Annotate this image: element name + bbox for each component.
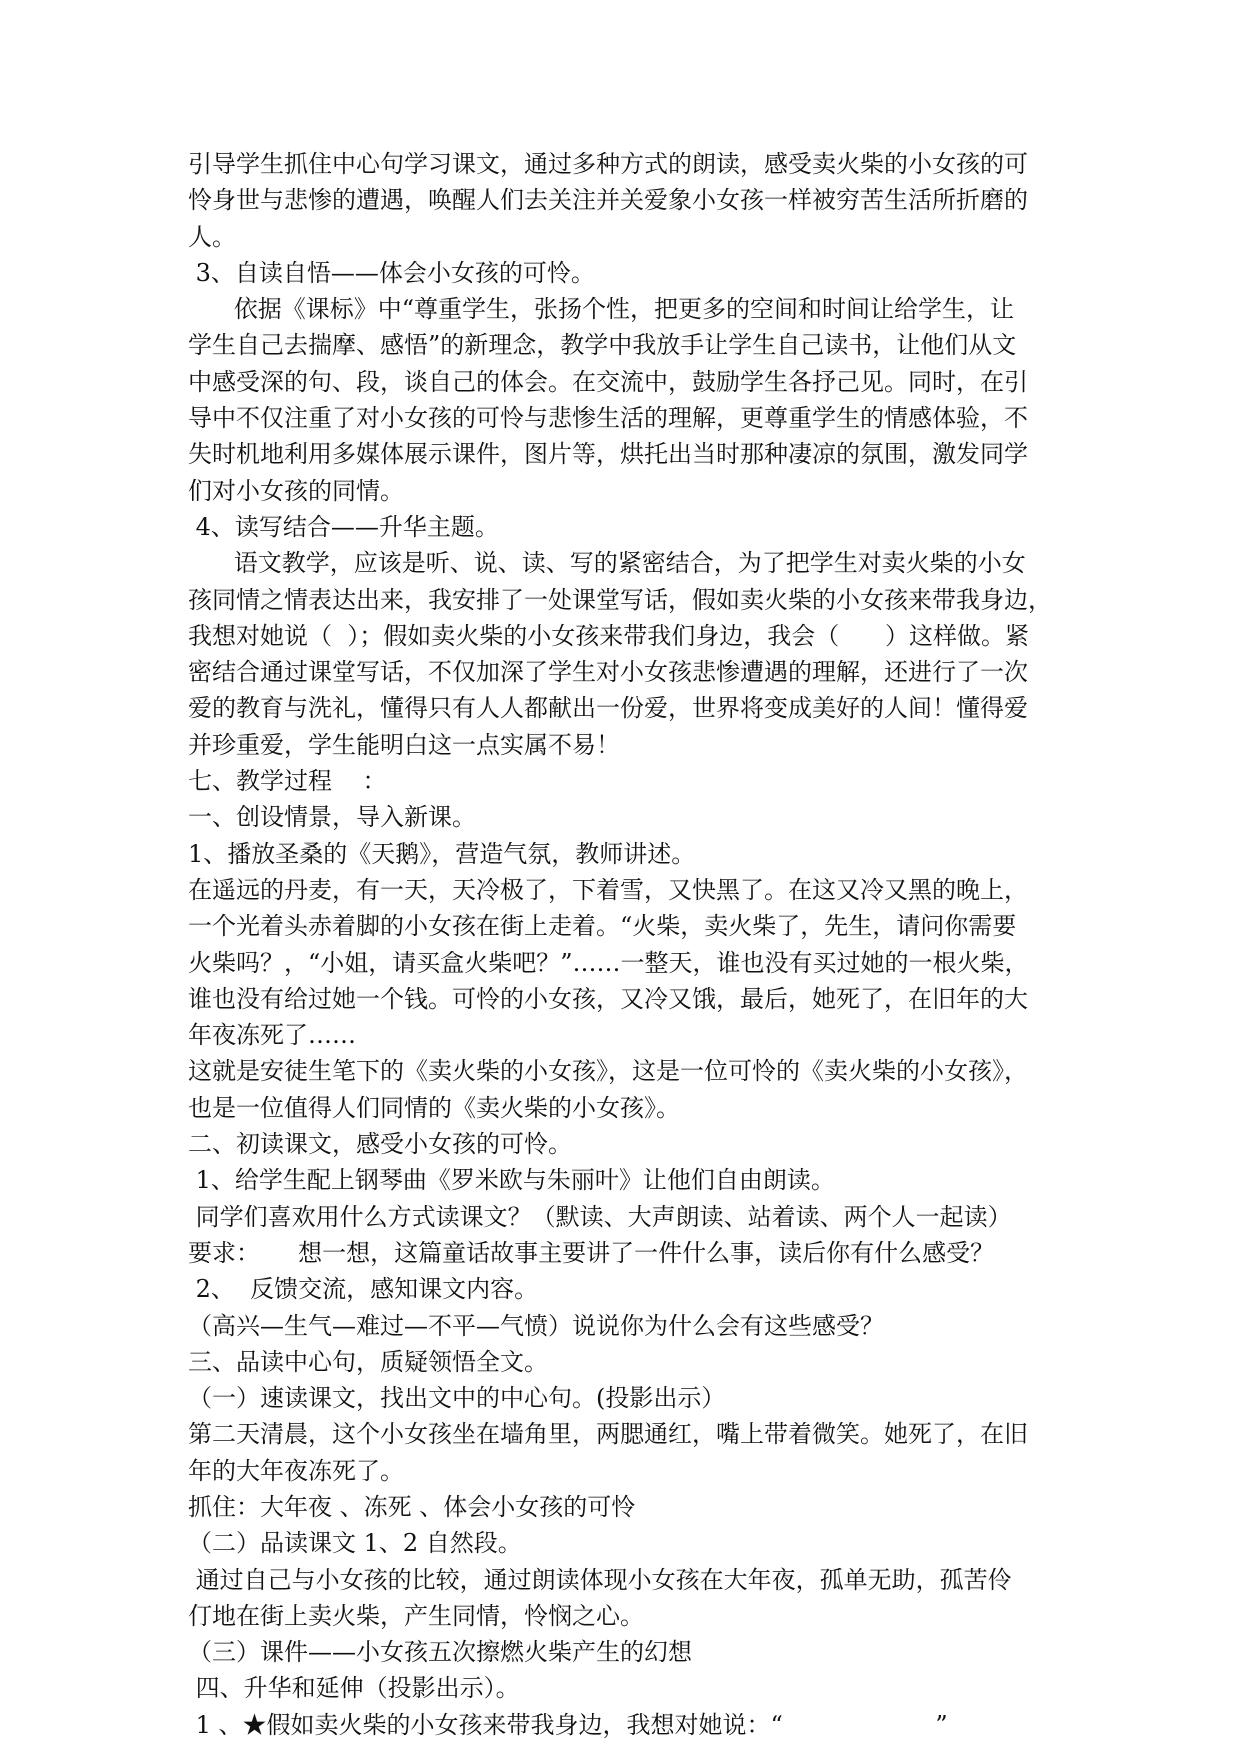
section-heading: 3、自读自悟——体会小女孩的可怜。	[188, 258, 595, 287]
text-line: 也是一位值得人们同情的《卖火柴的小女孩》。	[188, 1093, 680, 1122]
text-line: 年夜冻死了……	[188, 1021, 356, 1050]
text-line: 谁也没有给过她一个钱。可怜的小女孩，又冷又饿，最后，她死了，在旧年的大	[188, 984, 1028, 1013]
section-heading: 二、初读课文，感受小女孩的可怜。	[188, 1130, 572, 1159]
text-line: 爱的教育与洗礼，懂得只有人人都献出一份爱，世界将变成美好的人间！懂得爱	[188, 694, 1028, 723]
text-line: 1 、★假如卖火柴的小女孩来带我身边，我想对她说：“ ”	[188, 1710, 948, 1739]
text-line: 这就是安徒生笔下的《卖火柴的小女孩》，这是一位可怜的《卖火柴的小女孩》，	[188, 1057, 1028, 1086]
text-line: 们对小女孩的同情。	[188, 476, 404, 505]
text-line: 孩同情之情表达出来，我安排了一处课堂写话，假如卖火柴的小女孩来带我身边，	[188, 585, 1052, 614]
text-line: 学生自己去揣摩、感悟”的新理念，教学中我放手让学生自己读书，让他们从文	[188, 331, 1017, 360]
text-line: 依据《课标》中“尊重学生，张扬个性，把更多的空间和时间让给学生，让	[188, 295, 1015, 324]
section-heading: 4、读写结合——升华主题。	[188, 512, 499, 541]
section-heading: 四、升华和延伸（投影出示）。	[188, 1674, 520, 1703]
text-line: 通过自己与小女孩的比较，通过朗读体现小女孩在大年夜，孤单无助，孤苦伶	[188, 1565, 1012, 1594]
text-line: 一个光着头赤着脚的小女孩在街上走着。“火柴，卖火柴了，先生，请问你需要	[188, 912, 1017, 941]
text-line: 导中不仅注重了对小女孩的可怜与悲惨生活的理解，更尊重学生的情感体验，不	[188, 404, 1028, 433]
text-line: 密结合通过课堂写话，不仅加深了学生对小女孩悲惨遭遇的理解，还进行了一次	[188, 658, 1028, 687]
text-line: 仃地在街上卖火柴，产生同情，怜悯之心。	[188, 1601, 644, 1630]
text-line: 语文教学，应该是听、说、读、写的紧密结合，为了把学生对卖火柴的小女	[188, 549, 1026, 578]
text-line: （三）课件——小女孩五次擦燃火柴产生的幻想	[188, 1638, 692, 1667]
text-line: 2、 反馈交流，感知课文内容。	[188, 1275, 539, 1304]
text-line: 在遥远的丹麦，有一天，天冷极了，下着雪，又快黑了。在这又冷又黑的晚上，	[188, 875, 1028, 904]
text-line: 引导学生抓住中心句学习课文，通过多种方式的朗读，感受卖火柴的小女孩的可	[188, 150, 1028, 178]
text-line: （二）品读课文 1、2 自然段。	[188, 1529, 522, 1558]
text-line: 1、给学生配上钢琴曲《罗米欧与朱丽叶》让他们自由朗读。	[188, 1166, 835, 1195]
section-heading: 七、教学过程 ：	[188, 767, 387, 796]
text-line: 中感受深的句、段，谈自己的体会。在交流中，鼓励学生各抒己见。同时，在引	[188, 367, 1028, 396]
text-line: （一）速读课文，找出文中的中心句。(投影出示）	[188, 1384, 726, 1413]
text-line: 怜身世与悲惨的遭遇，唤醒人们去关注并关爱象小女孩一样被穷苦生活所折磨的	[188, 186, 1028, 215]
section-heading: 三、品读中心句，质疑领悟全文。	[188, 1347, 548, 1376]
text-line: 同学们喜欢用什么方式读课文？（默读、大声朗读、站着读、两个人一起读）	[188, 1202, 1012, 1231]
text-line: 人。	[188, 222, 236, 251]
text-line: 年的大年夜冻死了。	[188, 1456, 404, 1485]
text-line: 1、播放圣桑的《天鹅》，营造气氛，教师讲述。	[188, 839, 696, 868]
text-line: 第二天清晨，这个小女孩坐在墙角里，两腮通红，嘴上带着微笑。她死了，在旧	[188, 1420, 1028, 1449]
section-heading: 一、创设情景，导入新课。	[188, 803, 476, 832]
text-line: 并珍重爱，学生能明白这一点实属不易！	[188, 730, 620, 759]
text-line: 失时机地利用多媒体展示课件，图片等，烘托出当时那种凄凉的氛围，激发同学	[188, 440, 1028, 469]
text-line: 我想对她说（ ）；假如卖火柴的小女孩来带我们身边，我会（ ）这样做。紧	[188, 621, 1030, 650]
text-line: 要求： 想一想，这篇童话故事主要讲了一件什么事，读后你有什么感受？	[188, 1238, 995, 1267]
text-line: 火柴吗？，“小姐，请买盒火柴吧？”……一整天，谁也没有买过她的一根火柴，	[188, 948, 1029, 977]
text-line: 抓住：大年夜 、冻死 、体会小女孩的可怜	[188, 1492, 636, 1521]
body-text	[188, 146, 1068, 1743]
text-line: （高兴—生气—难过—不平—气愤）说说你为什么会有这些感受？	[188, 1311, 884, 1340]
